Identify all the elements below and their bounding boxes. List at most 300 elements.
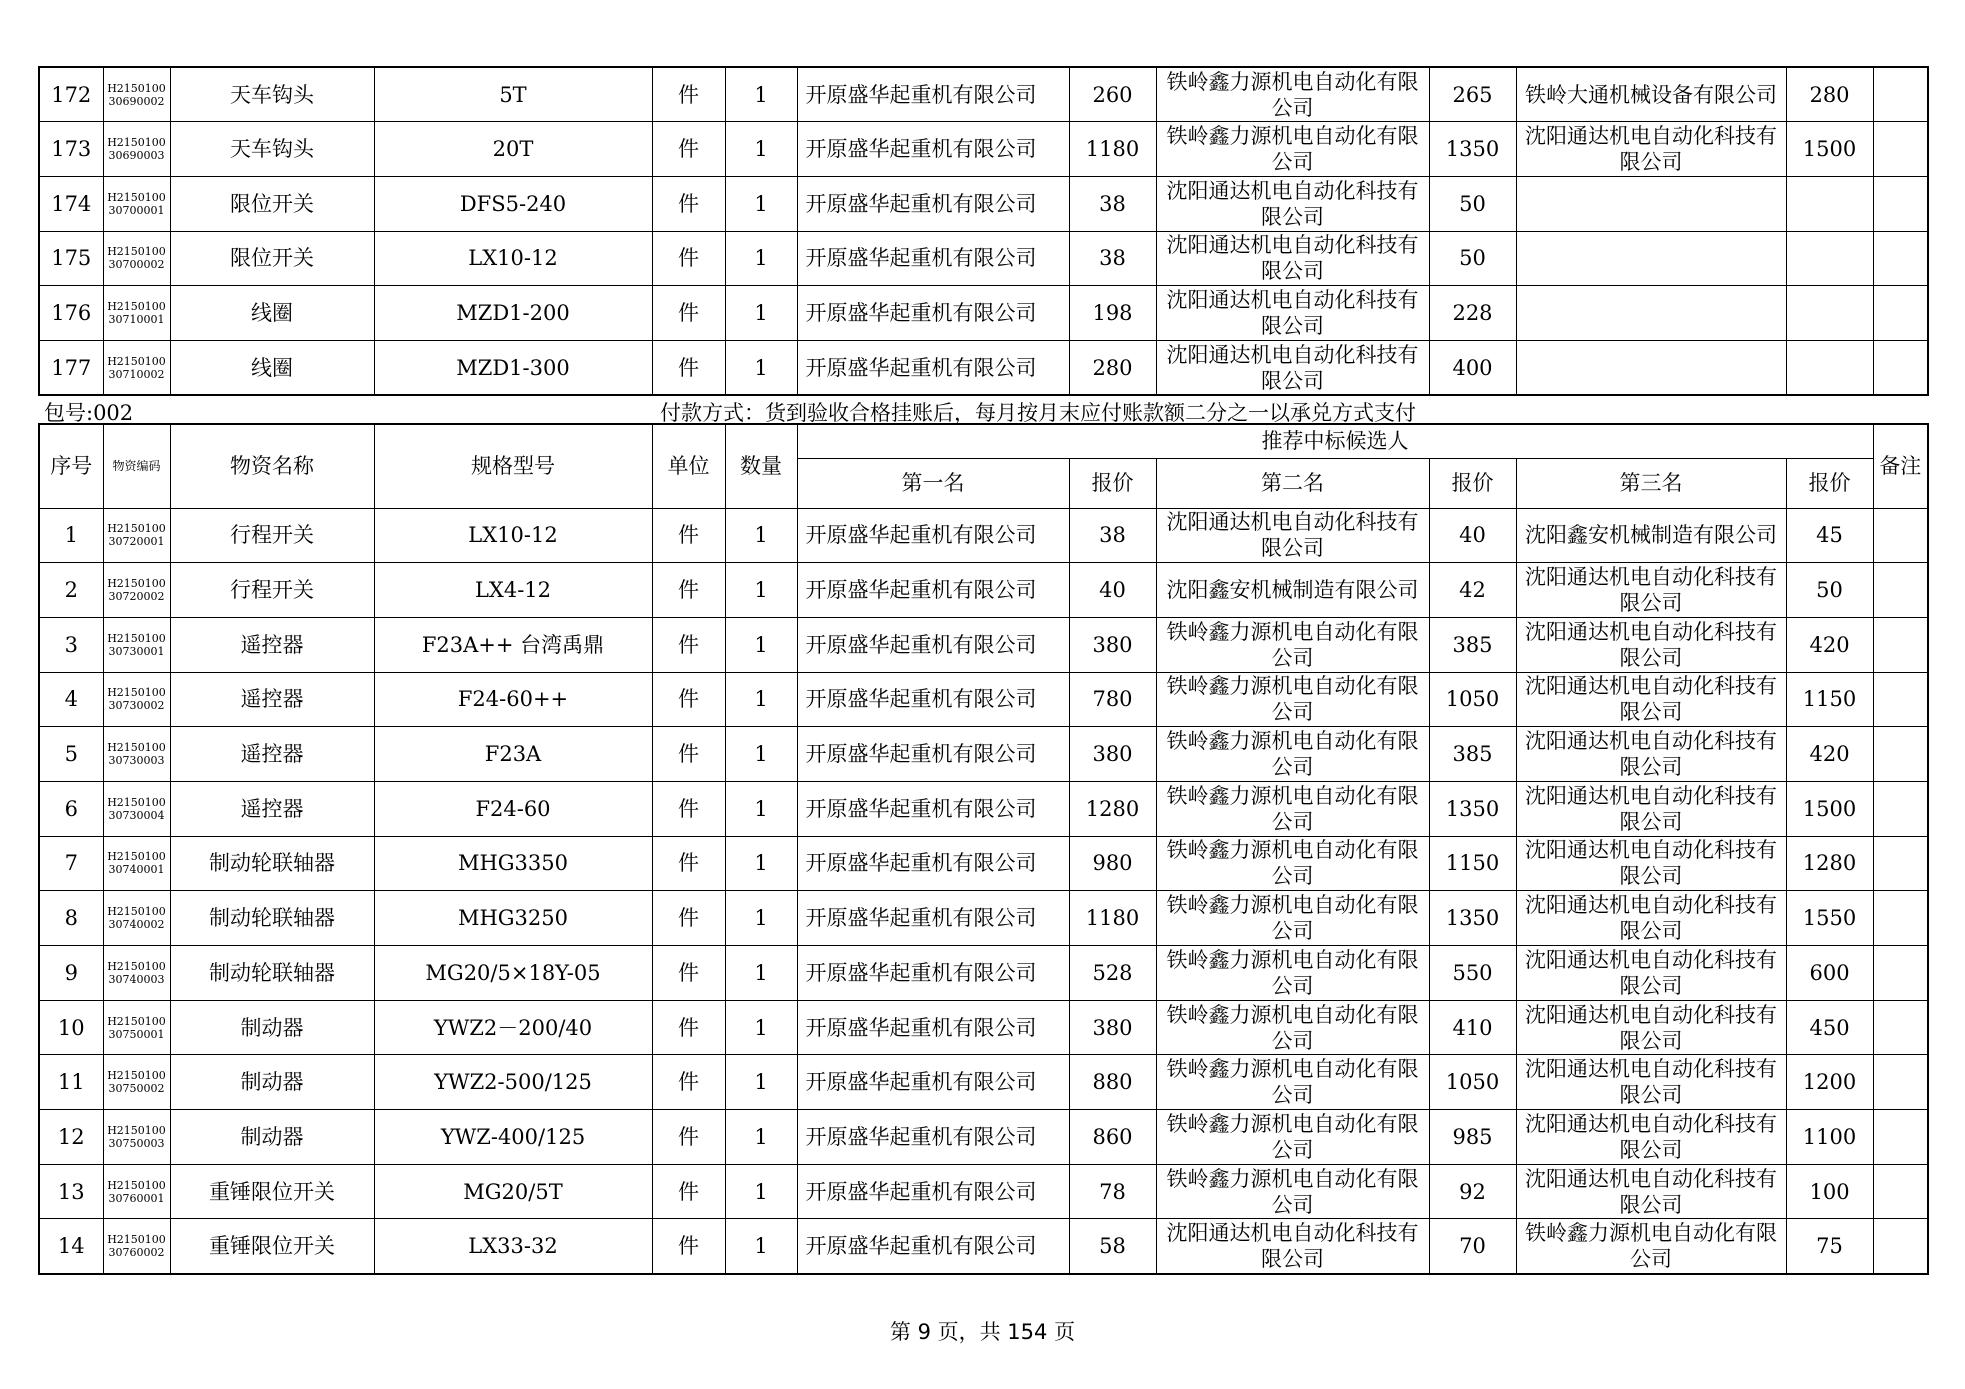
item-code bbox=[103, 340, 170, 395]
second-price: 400 bbox=[1429, 340, 1516, 395]
second-price: 1050 bbox=[1429, 1055, 1516, 1110]
item-code-line2: 30690003 bbox=[108, 149, 165, 163]
header-price2: 报价 bbox=[1429, 458, 1516, 508]
table-row bbox=[39, 231, 1928, 286]
item-code bbox=[103, 508, 170, 563]
item-code-line1: H2150100 bbox=[107, 631, 166, 645]
first-price: 58 bbox=[1069, 1219, 1156, 1274]
item-qty: 1 bbox=[725, 340, 797, 395]
second-price: 265 bbox=[1429, 67, 1516, 122]
item-code-line1: H2150100 bbox=[107, 245, 166, 259]
item-code bbox=[103, 67, 170, 122]
item-unit: 件 bbox=[652, 617, 725, 672]
first-candidate: 开原盛华起重机有限公司 bbox=[797, 1219, 1069, 1274]
table-row bbox=[39, 836, 1928, 891]
table-row bbox=[39, 1110, 1928, 1165]
item-name: 遥控器 bbox=[170, 781, 374, 836]
item-spec: MG20/5×18Y-05 bbox=[374, 946, 652, 1001]
table-row bbox=[39, 67, 1928, 122]
first-price: 980 bbox=[1069, 836, 1156, 891]
item-name: 重锤限位开关 bbox=[170, 1164, 374, 1219]
item-note bbox=[1873, 1055, 1928, 1110]
table-row bbox=[39, 946, 1928, 1001]
third-candidate bbox=[1516, 176, 1786, 231]
table-row bbox=[39, 727, 1928, 782]
row-number: 1 bbox=[39, 508, 103, 563]
third-candidate: 沈阳通达机电自动化科技有限公司 bbox=[1516, 891, 1786, 946]
third-price: 280 bbox=[1786, 67, 1873, 122]
item-spec: MZD1-200 bbox=[374, 286, 652, 341]
item-code-line2: 30730002 bbox=[108, 699, 165, 713]
item-code-line2: 30720002 bbox=[108, 590, 165, 604]
item-unit: 件 bbox=[652, 1055, 725, 1110]
third-price: 45 bbox=[1786, 508, 1873, 563]
second-candidate: 铁岭鑫力源机电自动化有限公司 bbox=[1156, 122, 1429, 177]
item-name: 行程开关 bbox=[170, 508, 374, 563]
first-price: 38 bbox=[1069, 176, 1156, 231]
table-row bbox=[39, 340, 1928, 395]
row-number: 173 bbox=[39, 122, 103, 177]
table-row bbox=[39, 176, 1928, 231]
item-unit: 件 bbox=[652, 176, 725, 231]
item-code-line1: H2150100 bbox=[107, 354, 166, 368]
item-qty: 1 bbox=[725, 946, 797, 1001]
item-name: 制动轮联轴器 bbox=[170, 946, 374, 1001]
item-spec: 20T bbox=[374, 122, 652, 177]
item-unit: 件 bbox=[652, 727, 725, 782]
third-price: 1500 bbox=[1786, 781, 1873, 836]
first-price: 198 bbox=[1069, 286, 1156, 341]
second-price: 42 bbox=[1429, 563, 1516, 618]
second-candidate: 铁岭鑫力源机电自动化有限公司 bbox=[1156, 727, 1429, 782]
first-candidate: 开原盛华起重机有限公司 bbox=[797, 67, 1069, 122]
item-spec: LX10-12 bbox=[374, 508, 652, 563]
first-candidate: 开原盛华起重机有限公司 bbox=[797, 836, 1069, 891]
row-number: 7 bbox=[39, 836, 103, 891]
third-price: 600 bbox=[1786, 946, 1873, 1001]
row-number: 176 bbox=[39, 286, 103, 341]
third-candidate: 沈阳通达机电自动化科技有限公司 bbox=[1516, 1055, 1786, 1110]
item-name: 制动器 bbox=[170, 1110, 374, 1165]
third-price: 75 bbox=[1786, 1219, 1873, 1274]
row-number: 11 bbox=[39, 1055, 103, 1110]
page-footer: 第 9 页，共 154 页 bbox=[889, 1320, 1076, 1344]
item-code-line1: H2150100 bbox=[107, 1233, 166, 1247]
item-code-line1: H2150100 bbox=[107, 190, 166, 204]
third-candidate: 沈阳通达机电自动化科技有限公司 bbox=[1516, 617, 1786, 672]
third-candidate bbox=[1516, 231, 1786, 286]
item-code bbox=[103, 617, 170, 672]
row-number: 6 bbox=[39, 781, 103, 836]
item-unit: 件 bbox=[652, 122, 725, 177]
item-code-line2: 30720001 bbox=[108, 535, 165, 549]
second-price: 410 bbox=[1429, 1000, 1516, 1055]
third-price: 1200 bbox=[1786, 1055, 1873, 1110]
item-code bbox=[103, 231, 170, 286]
table-row bbox=[39, 1164, 1928, 1219]
item-code-line1: H2150100 bbox=[107, 1123, 166, 1137]
item-code-line2: 30740002 bbox=[108, 918, 165, 932]
item-code-line2: 30710001 bbox=[108, 313, 165, 327]
item-qty: 1 bbox=[725, 672, 797, 727]
second-candidate: 沈阳通达机电自动化科技有限公司 bbox=[1156, 340, 1429, 395]
item-note bbox=[1873, 672, 1928, 727]
first-candidate: 开原盛华起重机有限公司 bbox=[797, 1110, 1069, 1165]
item-spec: F24-60 bbox=[374, 781, 652, 836]
item-note bbox=[1873, 617, 1928, 672]
first-price: 860 bbox=[1069, 1110, 1156, 1165]
item-code bbox=[103, 1055, 170, 1110]
item-unit: 件 bbox=[652, 1110, 725, 1165]
item-spec: F24-60++ bbox=[374, 672, 652, 727]
header-third: 第三名 bbox=[1516, 458, 1786, 508]
first-price: 1180 bbox=[1069, 891, 1156, 946]
second-price: 550 bbox=[1429, 946, 1516, 1001]
second-candidate: 沈阳通达机电自动化科技有限公司 bbox=[1156, 176, 1429, 231]
item-code-line2: 30700002 bbox=[108, 258, 165, 272]
item-qty: 1 bbox=[725, 836, 797, 891]
third-price: 420 bbox=[1786, 727, 1873, 782]
second-price: 70 bbox=[1429, 1219, 1516, 1274]
table-row bbox=[39, 122, 1928, 177]
third-price: 420 bbox=[1786, 617, 1873, 672]
second-price: 1350 bbox=[1429, 781, 1516, 836]
item-code bbox=[103, 563, 170, 618]
first-candidate: 开原盛华起重机有限公司 bbox=[797, 563, 1069, 618]
item-code-line2: 30750002 bbox=[108, 1082, 165, 1096]
third-candidate bbox=[1516, 340, 1786, 395]
item-note bbox=[1873, 67, 1928, 122]
item-qty: 1 bbox=[725, 508, 797, 563]
item-code-line2: 30750001 bbox=[108, 1027, 165, 1041]
first-price: 40 bbox=[1069, 563, 1156, 618]
second-candidate: 铁岭鑫力源机电自动化有限公司 bbox=[1156, 836, 1429, 891]
first-price: 1180 bbox=[1069, 122, 1156, 177]
header-qty: 数量 bbox=[725, 424, 797, 508]
item-spec: LX10-12 bbox=[374, 231, 652, 286]
item-unit: 件 bbox=[652, 891, 725, 946]
third-price bbox=[1786, 176, 1873, 231]
table-row bbox=[39, 1000, 1928, 1055]
second-price: 50 bbox=[1429, 176, 1516, 231]
item-qty: 1 bbox=[725, 1055, 797, 1110]
item-code-line1: H2150100 bbox=[107, 1014, 166, 1028]
item-qty: 1 bbox=[725, 727, 797, 782]
item-code bbox=[103, 946, 170, 1001]
item-name: 重锤限位开关 bbox=[170, 1219, 374, 1274]
item-code-line1: H2150100 bbox=[107, 1178, 166, 1192]
table-row bbox=[39, 672, 1928, 727]
item-code-line1: H2150100 bbox=[107, 795, 166, 809]
second-candidate: 铁岭鑫力源机电自动化有限公司 bbox=[1156, 67, 1429, 122]
second-candidate: 铁岭鑫力源机电自动化有限公司 bbox=[1156, 891, 1429, 946]
first-candidate: 开原盛华起重机有限公司 bbox=[797, 781, 1069, 836]
item-code-line1: H2150100 bbox=[107, 741, 166, 755]
first-price: 38 bbox=[1069, 231, 1156, 286]
item-code-line1: H2150100 bbox=[107, 1069, 166, 1083]
third-candidate: 沈阳通达机电自动化科技有限公司 bbox=[1516, 1000, 1786, 1055]
item-unit: 件 bbox=[652, 1219, 725, 1274]
bid-table-package-002 bbox=[38, 423, 1929, 1275]
second-price: 50 bbox=[1429, 231, 1516, 286]
first-price: 38 bbox=[1069, 508, 1156, 563]
third-price bbox=[1786, 286, 1873, 341]
first-price: 528 bbox=[1069, 946, 1156, 1001]
item-note bbox=[1873, 1000, 1928, 1055]
row-number: 174 bbox=[39, 176, 103, 231]
item-note bbox=[1873, 1164, 1928, 1219]
item-code-line2: 30690002 bbox=[108, 94, 165, 108]
item-note bbox=[1873, 176, 1928, 231]
item-code bbox=[103, 1000, 170, 1055]
second-price: 40 bbox=[1429, 508, 1516, 563]
item-unit: 件 bbox=[652, 672, 725, 727]
third-candidate: 沈阳通达机电自动化科技有限公司 bbox=[1516, 946, 1786, 1001]
row-number: 8 bbox=[39, 891, 103, 946]
header-first: 第一名 bbox=[797, 458, 1069, 508]
item-code bbox=[103, 891, 170, 946]
header-note: 备注 bbox=[1873, 424, 1928, 508]
third-candidate: 沈阳通达机电自动化科技有限公司 bbox=[1516, 672, 1786, 727]
third-candidate: 铁岭鑫力源机电自动化有限公司 bbox=[1516, 1219, 1786, 1274]
item-qty: 1 bbox=[725, 781, 797, 836]
third-price bbox=[1786, 231, 1873, 286]
first-price: 880 bbox=[1069, 1055, 1156, 1110]
item-name: 线圈 bbox=[170, 286, 374, 341]
item-spec: YWZ2－200/40 bbox=[374, 1000, 652, 1055]
row-number: 4 bbox=[39, 672, 103, 727]
item-note bbox=[1873, 891, 1928, 946]
first-candidate: 开原盛华起重机有限公司 bbox=[797, 286, 1069, 341]
third-price: 1280 bbox=[1786, 836, 1873, 891]
first-candidate: 开原盛华起重机有限公司 bbox=[797, 672, 1069, 727]
item-unit: 件 bbox=[652, 1164, 725, 1219]
payment-terms: 付款方式：货到验收合格挂账后，每月按月末应付账款额二分之一以承兑方式支付 bbox=[660, 401, 1416, 425]
table-row bbox=[39, 617, 1928, 672]
third-price: 50 bbox=[1786, 563, 1873, 618]
third-candidate bbox=[1516, 286, 1786, 341]
row-number: 13 bbox=[39, 1164, 103, 1219]
third-price bbox=[1786, 340, 1873, 395]
item-name: 制动轮联轴器 bbox=[170, 836, 374, 891]
item-name: 天车钩头 bbox=[170, 122, 374, 177]
second-candidate: 沈阳通达机电自动化科技有限公司 bbox=[1156, 1219, 1429, 1274]
first-candidate: 开原盛华起重机有限公司 bbox=[797, 1164, 1069, 1219]
item-qty: 1 bbox=[725, 1164, 797, 1219]
first-candidate: 开原盛华起重机有限公司 bbox=[797, 340, 1069, 395]
first-candidate: 开原盛华起重机有限公司 bbox=[797, 946, 1069, 1001]
item-unit: 件 bbox=[652, 836, 725, 891]
item-spec: DFS5-240 bbox=[374, 176, 652, 231]
first-price: 1280 bbox=[1069, 781, 1156, 836]
header-no: 序号 bbox=[39, 424, 103, 508]
item-spec: MHG3350 bbox=[374, 836, 652, 891]
item-name: 限位开关 bbox=[170, 176, 374, 231]
first-candidate: 开原盛华起重机有限公司 bbox=[797, 176, 1069, 231]
first-price: 280 bbox=[1069, 340, 1156, 395]
header-price3: 报价 bbox=[1786, 458, 1873, 508]
third-candidate: 铁岭大通机械设备有限公司 bbox=[1516, 67, 1786, 122]
item-name: 制动轮联轴器 bbox=[170, 891, 374, 946]
item-spec: LX33-32 bbox=[374, 1219, 652, 1274]
third-candidate: 沈阳通达机电自动化科技有限公司 bbox=[1516, 563, 1786, 618]
item-unit: 件 bbox=[652, 286, 725, 341]
item-spec: F23A bbox=[374, 727, 652, 782]
header-second: 第二名 bbox=[1156, 458, 1429, 508]
header-candidates: 推荐中标候选人 bbox=[797, 424, 1873, 458]
item-code-line1: H2150100 bbox=[107, 300, 166, 314]
third-price: 450 bbox=[1786, 1000, 1873, 1055]
item-code bbox=[103, 1164, 170, 1219]
second-candidate: 沈阳通达机电自动化科技有限公司 bbox=[1156, 286, 1429, 341]
item-code bbox=[103, 122, 170, 177]
package-info-row bbox=[38, 395, 1927, 423]
item-name: 制动器 bbox=[170, 1055, 374, 1110]
item-note bbox=[1873, 1219, 1928, 1274]
second-price: 92 bbox=[1429, 1164, 1516, 1219]
table-row bbox=[39, 563, 1928, 618]
second-price: 228 bbox=[1429, 286, 1516, 341]
second-price: 1050 bbox=[1429, 672, 1516, 727]
first-candidate: 开原盛华起重机有限公司 bbox=[797, 617, 1069, 672]
item-unit: 件 bbox=[652, 781, 725, 836]
item-name: 遥控器 bbox=[170, 727, 374, 782]
item-qty: 1 bbox=[725, 231, 797, 286]
item-code-line1: H2150100 bbox=[107, 959, 166, 973]
item-code bbox=[103, 781, 170, 836]
item-code bbox=[103, 1110, 170, 1165]
second-candidate: 铁岭鑫力源机电自动化有限公司 bbox=[1156, 946, 1429, 1001]
item-code-line1: H2150100 bbox=[107, 81, 166, 95]
item-note bbox=[1873, 836, 1928, 891]
item-qty: 1 bbox=[725, 563, 797, 618]
item-qty: 1 bbox=[725, 1000, 797, 1055]
third-candidate: 沈阳鑫安机械制造有限公司 bbox=[1516, 508, 1786, 563]
third-price: 1100 bbox=[1786, 1110, 1873, 1165]
item-note bbox=[1873, 286, 1928, 341]
third-candidate: 沈阳通达机电自动化科技有限公司 bbox=[1516, 836, 1786, 891]
table-row bbox=[39, 1219, 1928, 1274]
item-spec: YWZ2-500/125 bbox=[374, 1055, 652, 1110]
item-note bbox=[1873, 122, 1928, 177]
second-candidate: 铁岭鑫力源机电自动化有限公司 bbox=[1156, 672, 1429, 727]
item-unit: 件 bbox=[652, 231, 725, 286]
item-spec: YWZ-400/125 bbox=[374, 1110, 652, 1165]
item-code-line2: 30700001 bbox=[108, 203, 165, 217]
row-number: 14 bbox=[39, 1219, 103, 1274]
first-price: 78 bbox=[1069, 1164, 1156, 1219]
item-unit: 件 bbox=[652, 67, 725, 122]
item-code-line1: H2150100 bbox=[107, 522, 166, 536]
item-note bbox=[1873, 1110, 1928, 1165]
row-number: 12 bbox=[39, 1110, 103, 1165]
item-note bbox=[1873, 231, 1928, 286]
row-number: 175 bbox=[39, 231, 103, 286]
item-code-line1: H2150100 bbox=[107, 905, 166, 919]
item-code-line1: H2150100 bbox=[107, 850, 166, 864]
item-unit: 件 bbox=[652, 946, 725, 1001]
item-code-line2: 30750003 bbox=[108, 1136, 165, 1150]
second-candidate: 铁岭鑫力源机电自动化有限公司 bbox=[1156, 1110, 1429, 1165]
third-price: 100 bbox=[1786, 1164, 1873, 1219]
row-number: 172 bbox=[39, 67, 103, 122]
row-number: 5 bbox=[39, 727, 103, 782]
item-spec: 5T bbox=[374, 67, 652, 122]
item-unit: 件 bbox=[652, 563, 725, 618]
second-price: 985 bbox=[1429, 1110, 1516, 1165]
item-qty: 1 bbox=[725, 617, 797, 672]
item-unit: 件 bbox=[652, 1000, 725, 1055]
first-candidate: 开原盛华起重机有限公司 bbox=[797, 727, 1069, 782]
item-code bbox=[103, 1219, 170, 1274]
first-price: 380 bbox=[1069, 1000, 1156, 1055]
item-spec: F23A++ 台湾禹鼎 bbox=[374, 617, 652, 672]
second-candidate: 铁岭鑫力源机电自动化有限公司 bbox=[1156, 1000, 1429, 1055]
second-price: 1150 bbox=[1429, 836, 1516, 891]
first-candidate: 开原盛华起重机有限公司 bbox=[797, 1000, 1069, 1055]
first-candidate: 开原盛华起重机有限公司 bbox=[797, 231, 1069, 286]
item-code-line2: 30740003 bbox=[108, 972, 165, 986]
item-code-line2: 30760001 bbox=[108, 1191, 165, 1205]
first-price: 260 bbox=[1069, 67, 1156, 122]
first-candidate: 开原盛华起重机有限公司 bbox=[797, 1055, 1069, 1110]
third-candidate: 沈阳通达机电自动化科技有限公司 bbox=[1516, 727, 1786, 782]
second-candidate: 沈阳通达机电自动化科技有限公司 bbox=[1156, 231, 1429, 286]
second-price: 385 bbox=[1429, 617, 1516, 672]
item-qty: 1 bbox=[725, 286, 797, 341]
item-code-line1: H2150100 bbox=[107, 686, 166, 700]
item-name: 天车钩头 bbox=[170, 67, 374, 122]
item-name: 线圈 bbox=[170, 340, 374, 395]
third-candidate: 沈阳通达机电自动化科技有限公司 bbox=[1516, 781, 1786, 836]
item-note bbox=[1873, 340, 1928, 395]
header-code: 物资编码 bbox=[103, 424, 170, 508]
item-code-line2: 30740001 bbox=[108, 863, 165, 877]
item-spec: MG20/5T bbox=[374, 1164, 652, 1219]
item-spec: LX4-12 bbox=[374, 563, 652, 618]
header-price1: 报价 bbox=[1069, 458, 1156, 508]
second-price: 1350 bbox=[1429, 122, 1516, 177]
third-candidate: 沈阳通达机电自动化科技有限公司 bbox=[1516, 1164, 1786, 1219]
third-price: 1150 bbox=[1786, 672, 1873, 727]
item-name: 限位开关 bbox=[170, 231, 374, 286]
item-qty: 1 bbox=[725, 1219, 797, 1274]
second-price: 385 bbox=[1429, 727, 1516, 782]
item-qty: 1 bbox=[725, 67, 797, 122]
item-spec: MZD1-300 bbox=[374, 340, 652, 395]
bid-table-continued bbox=[38, 66, 1929, 396]
item-name: 遥控器 bbox=[170, 617, 374, 672]
item-qty: 1 bbox=[725, 891, 797, 946]
first-candidate: 开原盛华起重机有限公司 bbox=[797, 891, 1069, 946]
table-row bbox=[39, 891, 1928, 946]
row-number: 177 bbox=[39, 340, 103, 395]
first-price: 380 bbox=[1069, 617, 1156, 672]
item-note bbox=[1873, 781, 1928, 836]
second-candidate: 铁岭鑫力源机电自动化有限公司 bbox=[1156, 781, 1429, 836]
package-number: 包号:002 bbox=[44, 401, 134, 425]
table-row bbox=[39, 1055, 1928, 1110]
table-row bbox=[39, 508, 1928, 563]
item-code bbox=[103, 672, 170, 727]
item-code-line2: 30760002 bbox=[108, 1246, 165, 1260]
item-unit: 件 bbox=[652, 340, 725, 395]
second-candidate: 沈阳通达机电自动化科技有限公司 bbox=[1156, 508, 1429, 563]
item-code bbox=[103, 176, 170, 231]
first-price: 780 bbox=[1069, 672, 1156, 727]
header-spec: 规格型号 bbox=[374, 424, 652, 508]
third-price: 1500 bbox=[1786, 122, 1873, 177]
